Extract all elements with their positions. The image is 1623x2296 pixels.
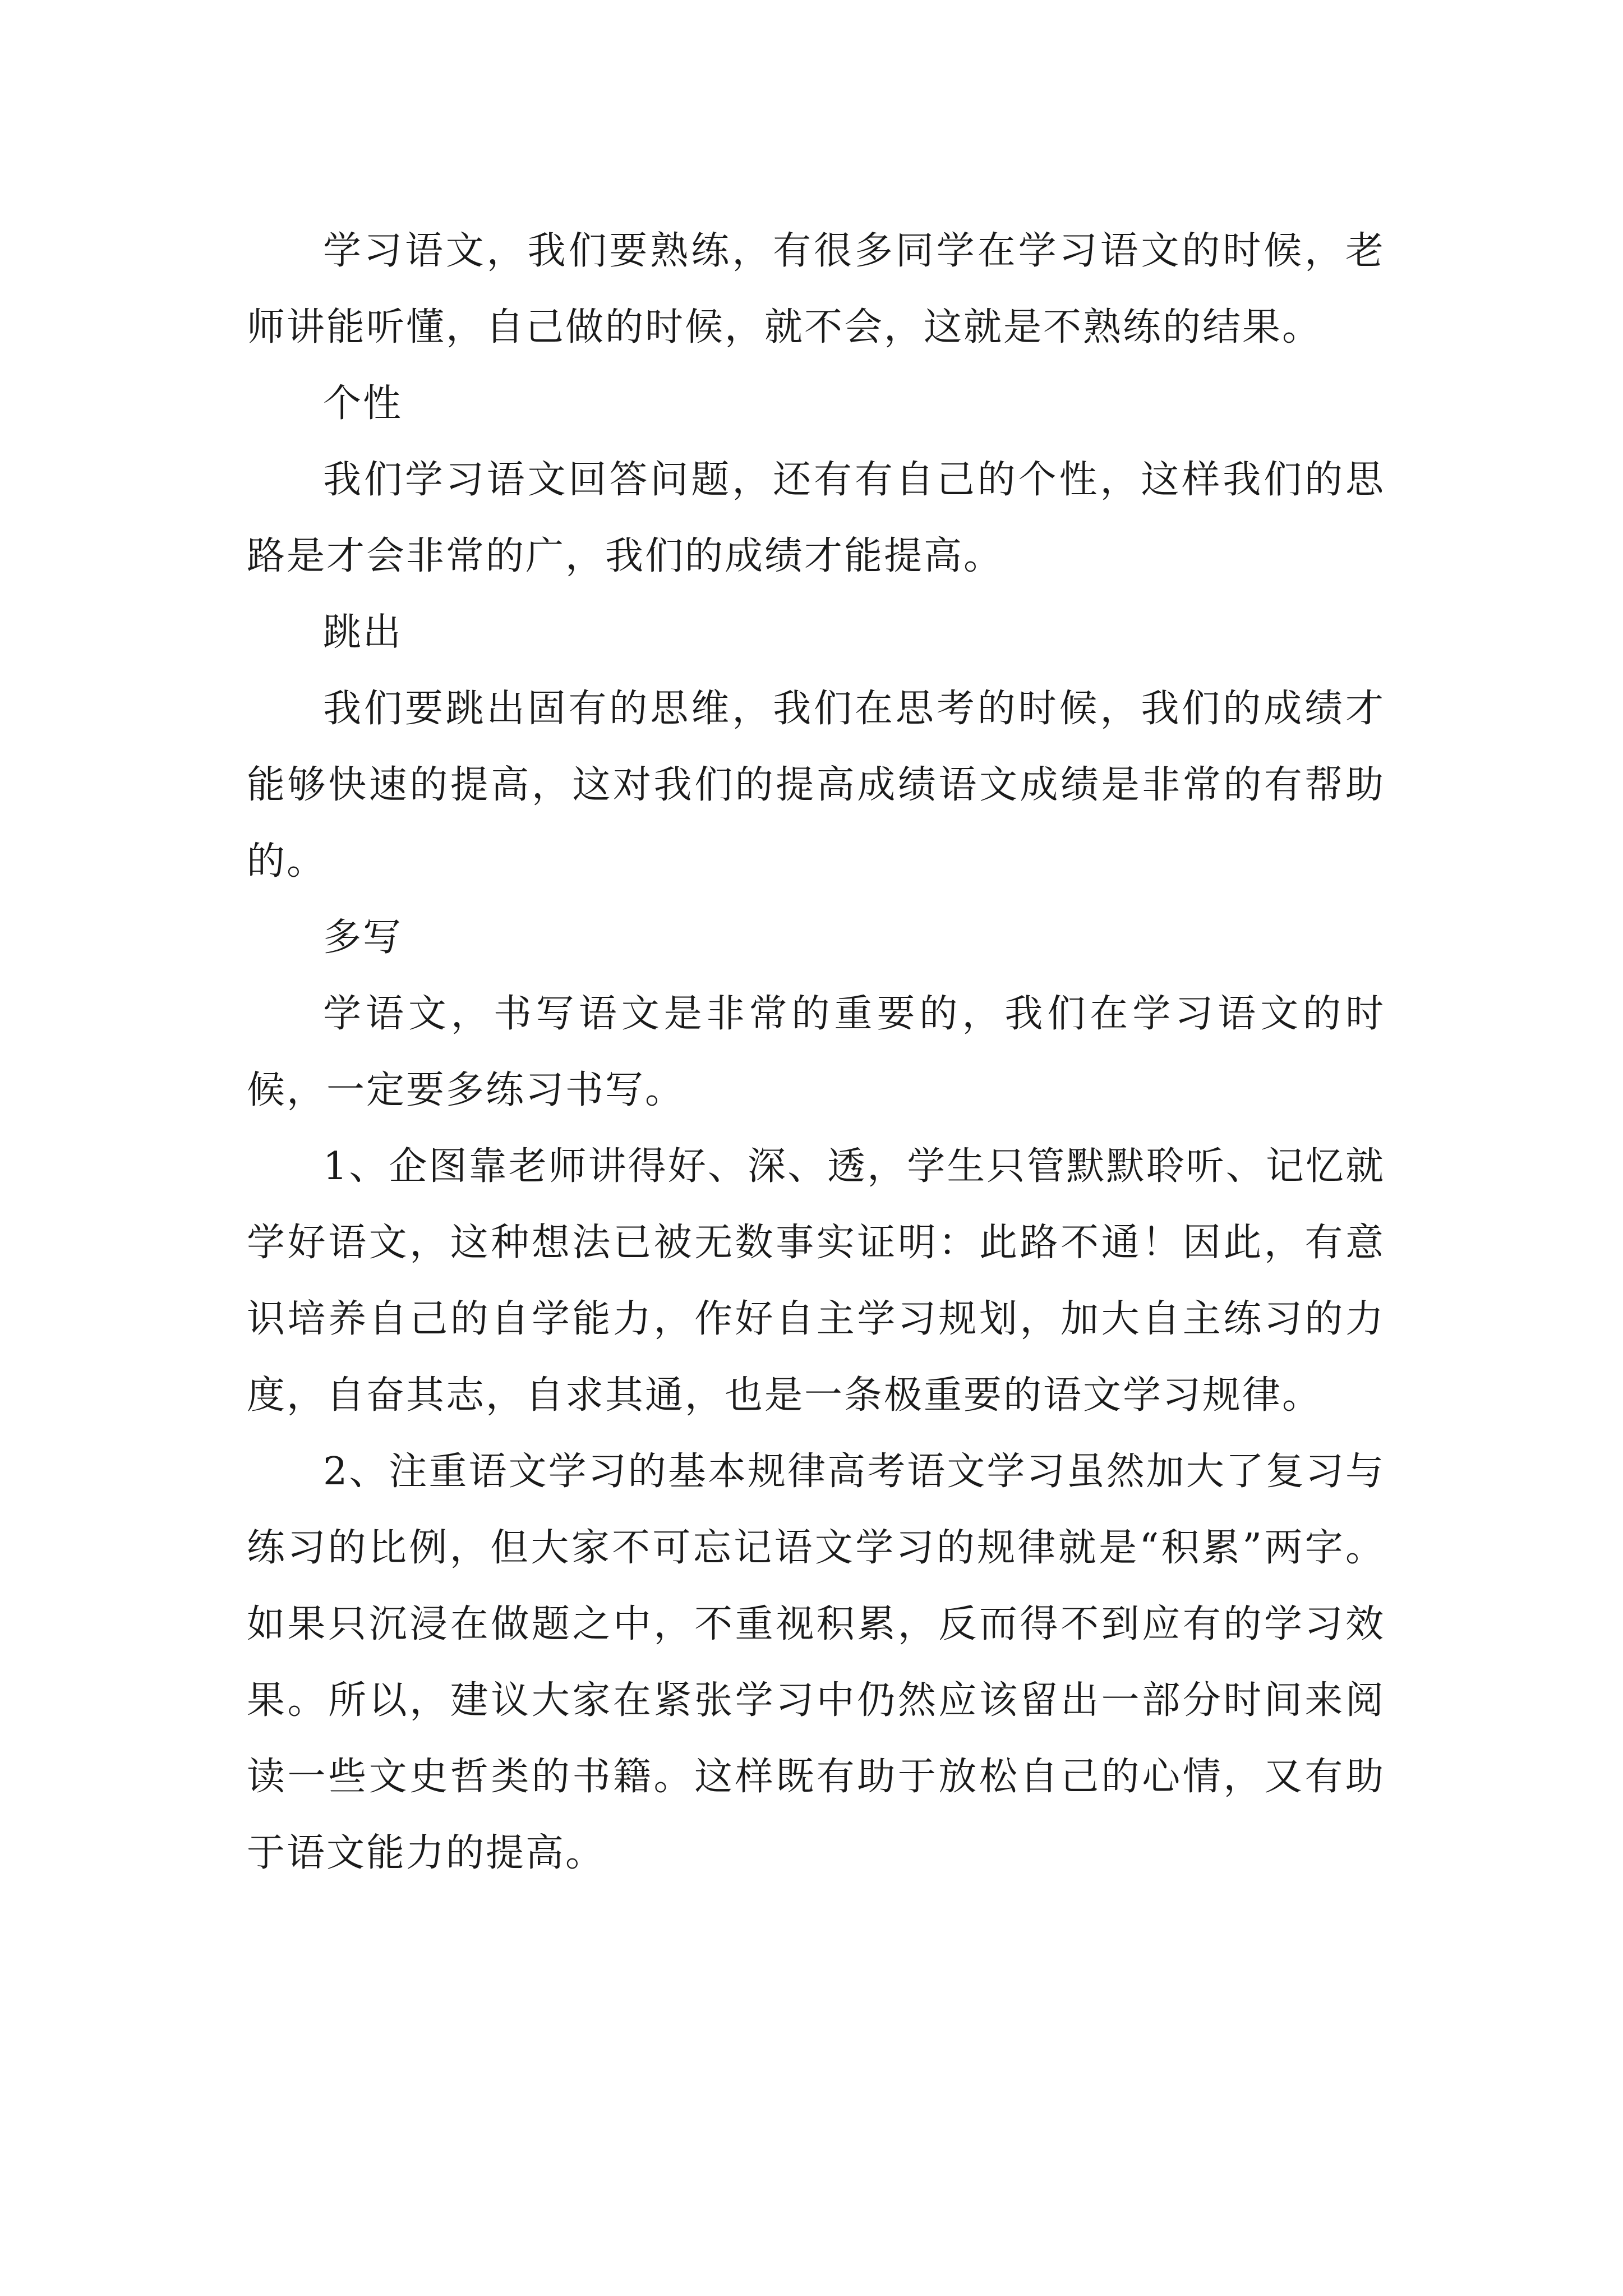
heading-break-out: 跳出 bbox=[323, 610, 403, 655]
paragraph-point-1: 1、企图靠老师讲得好、深、透，学生只管默默聆听、记忆就学好语文，这种想法已被无数事实证明：此路不通！因此，有意识培养自己的自学能力，作好自主学习规划，加大自主练习的力度，自奋其志，自求其通，也是一条极重要的语文学习规律。 bbox=[247, 1144, 1385, 1418]
document-body bbox=[247, 213, 1385, 1892]
paragraph-point-2: 2、注重语文学习的基本规律高考语文学习虽然加大了复习与练习的比例，但大家不可忘记语文学习的规律就是“积累”两字。如果只沉浸在做题之中，不重视积累，反而得不到应有的学习效果。所以，建议大家在紧张学习中仍然应该留出一部分时间来阅读一些文史哲类的书籍。这样既有助于放松自己的心情，又有助于语文能力的提高。 bbox=[247, 1450, 1385, 1875]
paragraph-practice: 学习语文，我们要熟练，有很多同学在学习语文的时候，老师讲能听懂，自己做的时候，就不会，这就是不熟练的结果。 bbox=[247, 229, 1385, 349]
heading-write-more: 多写 bbox=[323, 915, 403, 960]
paragraph-write-more: 学语文，书写语文是非常的重要的，我们在学习语文的时候，一定要多练习书写。 bbox=[247, 992, 1385, 1112]
paragraph-break-out: 我们要跳出固有的思维，我们在思考的时候，我们的成绩才能够快速的提高，这对我们的提高成绩语文成绩是非常的有帮助的。 bbox=[247, 687, 1385, 884]
paragraph-individuality: 我们学习语文回答问题，还有有自己的个性，这样我们的思路是才会非常的广，我们的成绩才能提高。 bbox=[247, 458, 1385, 578]
heading-individuality: 个性 bbox=[323, 381, 403, 426]
